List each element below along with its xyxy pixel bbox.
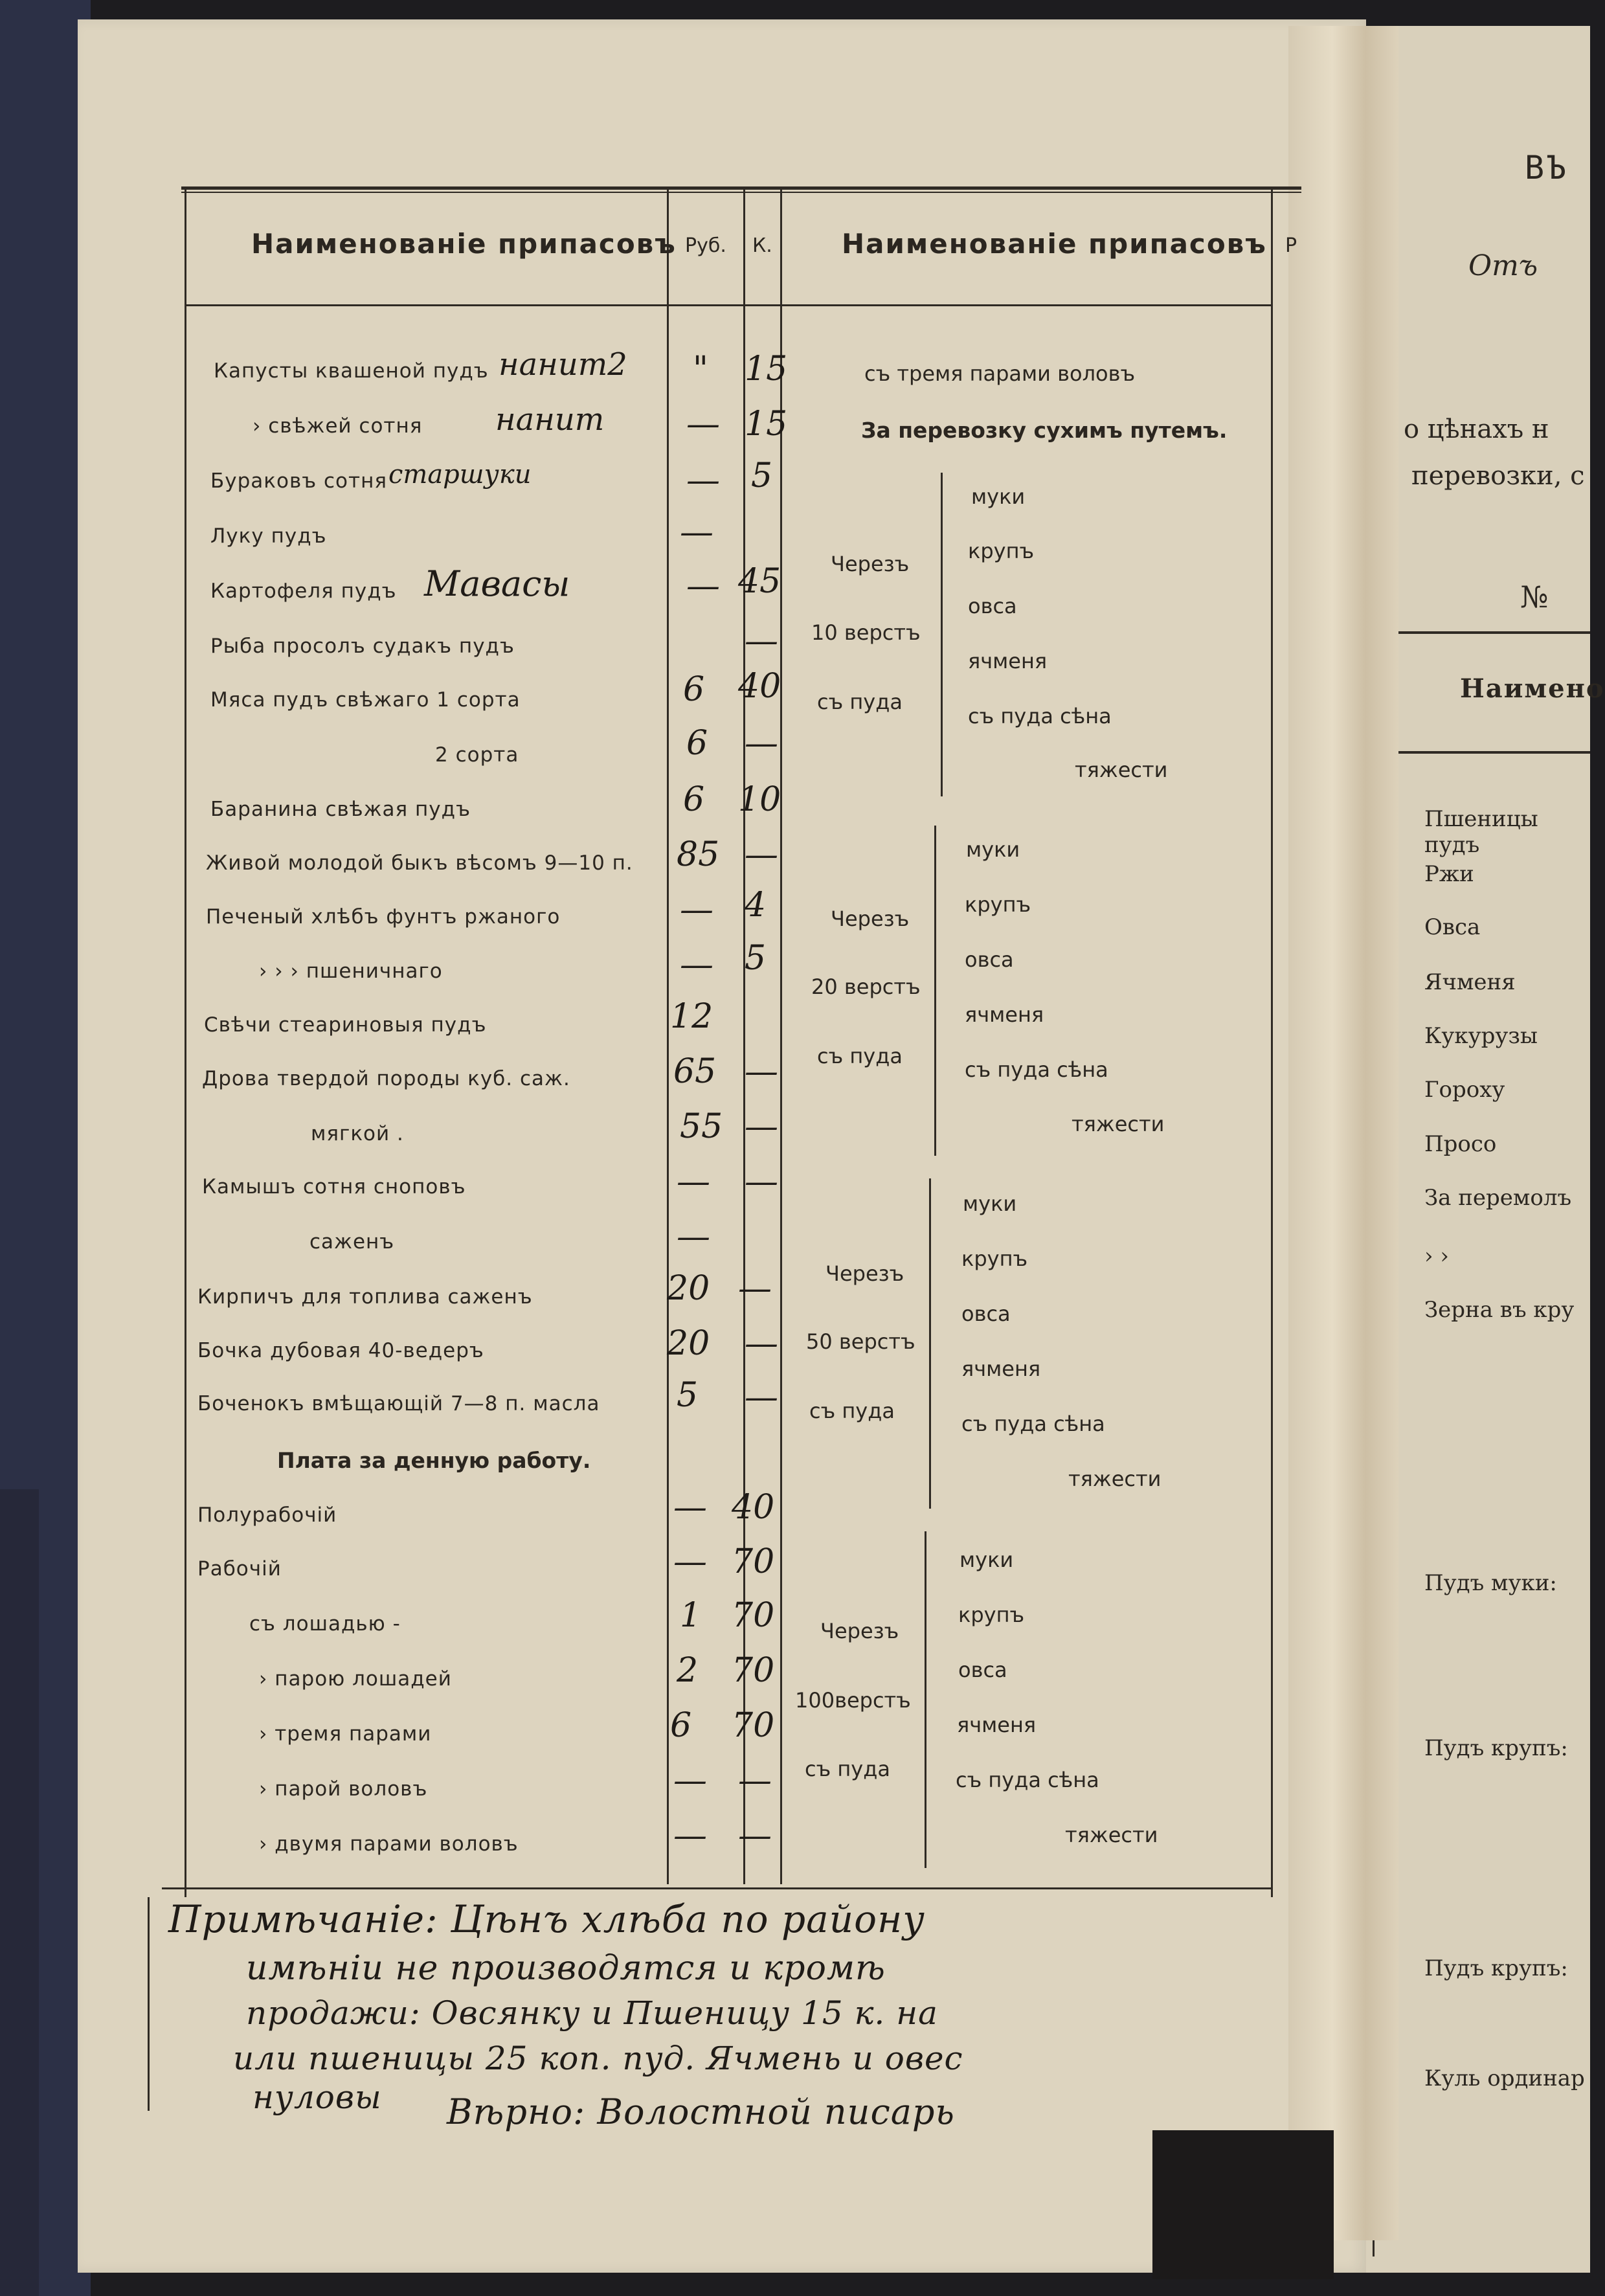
right-page-rule-top — [1373, 631, 1590, 634]
kop-value: 10 — [738, 780, 781, 819]
rub-value: 65 — [673, 1052, 717, 1091]
kop-value: 15 — [745, 350, 788, 388]
row-label: Свѣчи стеариновыя пудъ — [204, 1013, 487, 1037]
row-label: Живой молодой быкъ вѣсомъ 9—10 п. — [206, 851, 633, 875]
note-line: продажи: Овсянку и Пшеницу 15 к. на — [246, 1994, 938, 2032]
rub-value: 85 — [677, 835, 720, 874]
rub-value: " — [693, 350, 708, 388]
right-page-item: Ячменя — [1424, 969, 1516, 995]
goods-item: овса — [965, 947, 1014, 972]
row-label: › › › пшеничнаго — [259, 960, 443, 983]
rub-value: 1 — [680, 1596, 702, 1635]
row-label: Боченокъ вмѣщающій 7—8 п. масла — [197, 1392, 600, 1415]
goods-item: съ пуда сѣна — [956, 1768, 1099, 1792]
handwritten-note: нанит — [495, 401, 605, 438]
goods-divider-4 — [925, 1531, 926, 1868]
rub-value: — — [686, 461, 720, 500]
goods-item: съ пуда сѣна — [965, 1057, 1108, 1082]
right-page-item: Пудъ муки: — [1424, 1570, 1557, 1596]
row-label: › двумя парами воловъ — [259, 1832, 519, 1856]
handwritten-note: Мавасы — [424, 563, 570, 604]
goods-item: овса — [961, 1301, 1011, 1326]
kop-value: — — [745, 835, 778, 874]
rub-value: 12 — [670, 997, 713, 1036]
rub-value: 6 — [670, 1706, 692, 1745]
row-label: Бочка дубовая 40-ведеръ — [197, 1339, 484, 1362]
kop-value: — — [745, 1107, 778, 1146]
goods-item: ячменя — [968, 649, 1048, 673]
goods-item: муки — [963, 1191, 1017, 1216]
signature: Вѣрно: Волостной писарь — [447, 2091, 955, 2132]
rub-value: 6 — [683, 670, 705, 709]
right-page-title: ВЪ — [1525, 149, 1569, 186]
handwritten-note: нанит2 — [499, 346, 627, 383]
column-header-cut: Р — [1285, 234, 1297, 257]
goods-item: тяжести — [1072, 1112, 1165, 1136]
row-label: мягкой . — [311, 1122, 404, 1145]
rub-col-rule — [667, 188, 669, 1884]
header-bottom-rule — [185, 304, 1272, 306]
rub-value: 20 — [667, 1324, 710, 1363]
dark-stamp-corner — [1152, 2130, 1334, 2279]
distance-per: съ пуда — [805, 1757, 890, 1781]
background-cloth-shadow — [0, 1489, 39, 2296]
row-label: Рабочій — [197, 1557, 282, 1581]
kop-value: 4 — [745, 886, 767, 925]
handwritten-note: старшуки — [388, 460, 532, 490]
column-header-kop: К. — [752, 234, 772, 257]
right-page-item: Куль ординар — [1424, 2065, 1585, 2091]
goods-item: крупъ — [965, 892, 1031, 917]
row-label: Баранина свѣжая пудъ — [210, 798, 471, 821]
row-label: › парою лошадей — [259, 1667, 452, 1691]
row-label: Мяса пудъ свѣжаго 1 сорта — [210, 688, 521, 712]
goods-item: ячменя — [965, 1002, 1044, 1027]
goods-item: муки — [971, 484, 1026, 509]
note-line: или пшеницы 25 коп. пуд. Ячмень и овес — [233, 2040, 963, 2077]
kop-value: 70 — [732, 1596, 775, 1635]
distance-per: съ пуда — [817, 690, 903, 714]
row-label: съ лошадью - — [249, 1612, 401, 1636]
kop-value: — — [738, 1816, 772, 1855]
note-line: нуловы — [253, 2078, 382, 2116]
table-top-rule — [181, 186, 1301, 190]
goods-item: ячменя — [957, 1713, 1037, 1737]
right-top-line: съ тремя парами воловъ — [864, 361, 1136, 386]
column-header-name: Наименованіе припасовъ — [251, 228, 677, 260]
rub-value: 6 — [686, 724, 708, 763]
distance-via: Черезъ — [831, 906, 910, 931]
column-header-rub: Руб. — [685, 234, 726, 257]
row-label: Капусты квашеной пудъ — [214, 359, 489, 383]
kop-value: — — [745, 1324, 778, 1363]
goods-divider-1 — [941, 473, 943, 796]
rub-value: — — [686, 567, 720, 605]
rub-value: 5 — [677, 1376, 699, 1415]
goods-item: съ пуда сѣна — [968, 704, 1112, 728]
kop-value: 5 — [745, 939, 767, 978]
kop-value: — — [738, 1269, 772, 1308]
row-label: Дрова твердой породы куб. саж. — [202, 1067, 570, 1090]
rub-value: — — [673, 1488, 707, 1527]
row-label: 2 сорта — [435, 743, 519, 767]
right-page-number: № — [1520, 580, 1549, 614]
kop-value: 40 — [732, 1488, 775, 1527]
kop-value: 40 — [738, 667, 781, 706]
goods-item: ячменя — [961, 1356, 1041, 1381]
goods-item: тяжести — [1075, 758, 1168, 782]
distance-value: 10 верстъ — [811, 620, 921, 645]
note-line: Примѣчаніе: Цѣнъ хлѣба по району — [168, 1897, 925, 1941]
right-page-rule-header — [1373, 751, 1590, 754]
goods-item: муки — [960, 1548, 1014, 1572]
kop-value: 15 — [745, 405, 788, 444]
distance-value: 100верстъ — [795, 1688, 911, 1713]
right-page-item: Пудъ крупъ: — [1424, 1955, 1568, 1981]
distance-via: Черезъ — [820, 1619, 899, 1643]
goods-item: тяжести — [1068, 1467, 1162, 1491]
right-page-item: Пудъ крупъ: — [1424, 1735, 1568, 1761]
section-heading-daily-pay: Плата за денную работу. — [277, 1448, 591, 1473]
goods-divider-2 — [934, 826, 936, 1156]
goods-divider-3 — [929, 1178, 931, 1509]
right-page-item: Ржи — [1424, 861, 1474, 887]
rub-value: — — [673, 1542, 707, 1581]
distance-value: 50 верстъ — [806, 1329, 915, 1354]
note-left-rule — [148, 1897, 150, 2111]
goods-item: крупъ — [958, 1603, 1025, 1627]
row-label: Рыба просолъ судакъ пудъ — [210, 635, 515, 658]
rub-value: — — [677, 1162, 710, 1201]
kop-value: — — [745, 1052, 778, 1091]
distance-via: Черезъ — [825, 1261, 904, 1286]
rub-value: — — [680, 945, 713, 984]
rub-value: — — [673, 1761, 707, 1800]
row-label: Полурабочій — [197, 1503, 337, 1527]
right-border — [1271, 188, 1273, 1897]
row-label: Луку пудъ — [210, 524, 327, 548]
dry-transport-heading: За перевозку сухимъ путемъ. — [861, 418, 1228, 443]
right-page-item: Кукурузы — [1424, 1023, 1538, 1049]
kop-value: — — [745, 724, 778, 763]
right-page-line-2: перевозки, с — [1411, 461, 1585, 491]
distance-value: 20 верстъ — [811, 974, 921, 999]
right-page-item: Пшеницы пудъ — [1424, 806, 1538, 858]
goods-item: крупъ — [968, 539, 1035, 563]
goods-item: съ пуда сѣна — [961, 1412, 1105, 1436]
kop-value: — — [745, 1378, 778, 1417]
rub-value: 55 — [680, 1107, 723, 1146]
rub-value: 2 — [677, 1651, 699, 1690]
left-border — [185, 188, 186, 1897]
distance-via: Черезъ — [831, 552, 910, 576]
row-label: › тремя парами — [259, 1722, 432, 1746]
right-page-item: Овса — [1424, 914, 1481, 940]
distance-per: съ пуда — [809, 1399, 895, 1423]
goods-item: тяжести — [1065, 1823, 1158, 1847]
row-label: Картофеля пудъ — [210, 580, 397, 603]
rub-value: 6 — [683, 780, 705, 819]
row-label: Кирпичъ для топлива саженъ — [197, 1285, 533, 1309]
distance-per: съ пуда — [817, 1044, 903, 1068]
row-label: › парой воловъ — [259, 1777, 428, 1801]
right-page-item: Просо — [1424, 1131, 1497, 1157]
kop-value: — — [738, 1761, 772, 1800]
kop-value: 5 — [751, 456, 773, 495]
right-page-header: Наименo — [1460, 673, 1605, 704]
row-label: Бураковъ сотня — [210, 469, 387, 493]
goods-item: муки — [966, 837, 1020, 862]
goods-item: овса — [958, 1658, 1007, 1682]
rub-value: — — [677, 1217, 710, 1256]
table-top-rule-thin — [181, 192, 1301, 193]
rub-value: — — [673, 1816, 707, 1855]
rub-value: — — [686, 405, 720, 444]
table-bottom-rule — [162, 1887, 1272, 1889]
right-page-line-1: о цѣнахъ н — [1404, 414, 1549, 444]
note-line: имѣніи не производятся и кромѣ — [246, 1949, 886, 1988]
right-page-item: › › — [1424, 1243, 1450, 1269]
column-header-name-right: Наименованіе припасовъ — [842, 228, 1267, 260]
row-label: Печеный хлѣбъ фунтъ ржаного — [206, 905, 561, 929]
kop-value: 45 — [738, 562, 781, 601]
goods-item: овса — [968, 594, 1017, 618]
kop-value: — — [745, 622, 778, 660]
row-label: Камышъ сотня сноповъ — [202, 1175, 466, 1199]
goods-item: крупъ — [961, 1246, 1028, 1271]
kop-value: 70 — [732, 1651, 775, 1690]
folded-page-edges — [1288, 26, 1398, 2240]
row-label: саженъ — [309, 1230, 395, 1254]
right-page-item: Зерна въ кру — [1424, 1297, 1575, 1323]
kop-value: 70 — [732, 1706, 775, 1745]
row-label: › свѣжей сотня — [253, 414, 423, 438]
kop-value: — — [745, 1162, 778, 1201]
right-page-item: За перемолъ — [1424, 1185, 1572, 1211]
right-page-item: Гороху — [1424, 1077, 1505, 1103]
rub-value: 20 — [667, 1269, 710, 1308]
rub-value: — — [680, 890, 713, 929]
rub-value: — — [680, 513, 713, 552]
kop-value: 70 — [732, 1542, 775, 1581]
right-page-from: Отъ — [1468, 249, 1538, 282]
